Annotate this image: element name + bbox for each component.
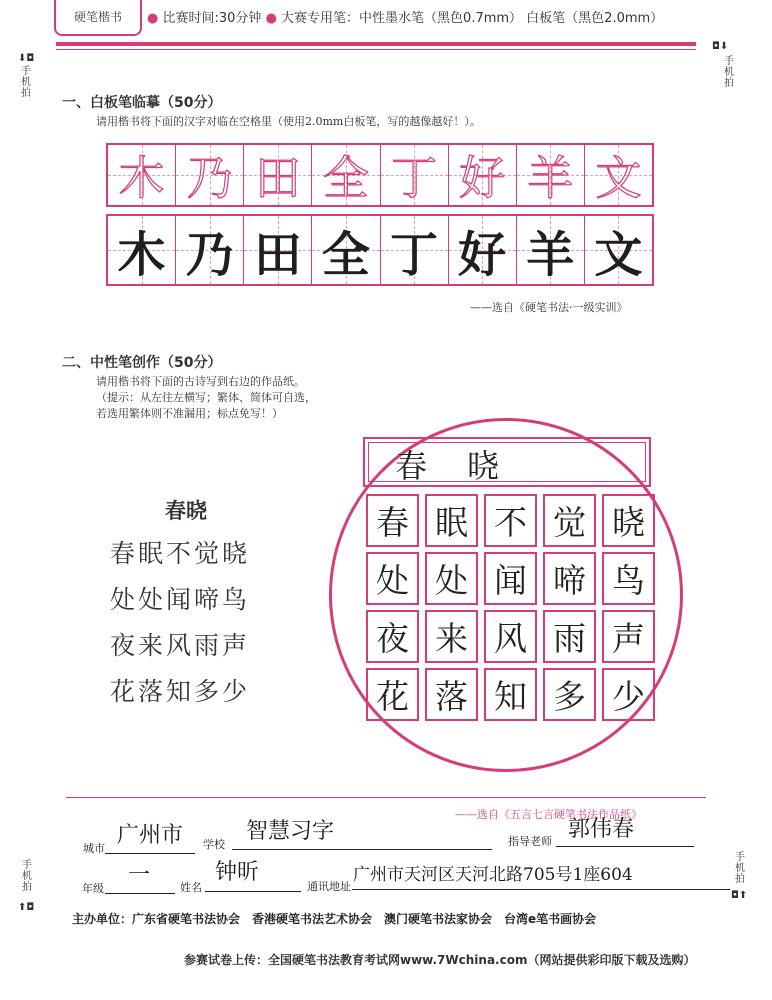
model-char-cell <box>312 145 380 205</box>
section2-source: ——选自《五言七言硬笔书法作品纸》 <box>455 808 642 821</box>
address-label: 通讯地址 <box>307 880 351 893</box>
upload-info: 参赛试卷上传：全国硬笔书法教育考试网www.7Wchina.com（网站提供彩印版下载及选购） <box>184 953 696 967</box>
written-char-cell <box>312 216 380 284</box>
work-grid <box>366 494 656 721</box>
model-char-cell <box>517 145 585 205</box>
written-char: 丁 <box>390 226 439 283</box>
written-char-cell <box>585 216 652 284</box>
model-char: 全 <box>322 151 369 205</box>
side-label-right-top: 手机拍 <box>724 56 734 89</box>
section1-source: ——选自《硬笔书法·一级实训》 <box>470 301 628 314</box>
written-char-cell <box>176 216 244 284</box>
grade-value[interactable]: 一 <box>128 863 151 888</box>
written-char-cell <box>244 216 312 284</box>
address-value[interactable]: 广州市天河区天河北路705号1座604 <box>353 865 633 885</box>
work-cell: 处 <box>366 552 419 605</box>
teacher-underline <box>556 846 694 847</box>
model-char-row <box>106 143 654 207</box>
written-char: 羊 <box>526 226 575 283</box>
exam-time: 比赛时间:30分钟 <box>162 11 262 26</box>
model-char: 好 <box>459 151 506 205</box>
teacher-label: 指导老师 <box>508 835 552 848</box>
teacher-value[interactable]: 郭伟春 <box>568 817 635 842</box>
written-char: 田 <box>253 226 302 283</box>
written-char-cell <box>517 216 585 284</box>
organizers-line: 主办单位：广东省硬笔书法协会 香港硬笔书法艺术协会 澳门硬笔书法家协会 台湾e笔书画协会 <box>72 912 597 926</box>
bullet-icon: ● <box>265 11 277 26</box>
exam-info-line <box>147 7 663 26</box>
model-char: 田 <box>254 151 301 205</box>
header-divider-thin <box>56 49 696 50</box>
written-char: 木 <box>117 226 166 283</box>
poem-line: 花落知多少 <box>110 677 251 706</box>
work-cell: 风 <box>484 610 537 663</box>
work-cell: 眠 <box>425 494 478 547</box>
camera-icon: ◘⬇ <box>712 41 729 52</box>
work-cell: 声 <box>602 610 655 663</box>
model-char-cell <box>244 145 312 205</box>
written-char-row <box>106 214 654 286</box>
work-cell: 不 <box>484 494 537 547</box>
work-cell: 啼 <box>543 552 596 605</box>
poem-title: 春晓 <box>165 499 207 523</box>
section2-instruction-1: 请用楷书将下面的古诗写到右边的作品纸。 <box>96 375 305 388</box>
school-label: 学校 <box>203 838 225 851</box>
model-char: 乃 <box>186 151 233 205</box>
written-char: 全 <box>321 226 370 283</box>
written-char: 乃 <box>185 226 234 283</box>
school-underline <box>232 849 492 850</box>
poem-line: 处处闻啼鸟 <box>110 585 251 614</box>
model-char-cell <box>176 145 244 205</box>
grade-underline <box>105 893 175 894</box>
model-char-cell <box>108 145 176 205</box>
section2-instruction-2: （提示：从左往左横写；繁体、简体可自选， <box>96 391 316 404</box>
work-cell: 落 <box>425 668 478 721</box>
city-label: 城市 <box>83 842 105 855</box>
pen-requirements: 大赛专用笔：中性墨水笔（黑色0.7mm） 白板笔（黑色2.0mm） <box>281 11 664 26</box>
poem-line: 夜来风雨声 <box>110 631 251 660</box>
model-char-cell <box>585 145 652 205</box>
category-badge: 硬笔楷书 <box>54 0 142 36</box>
model-char: 羊 <box>527 151 574 205</box>
camera-icon: ◘⬆ <box>731 890 748 901</box>
written-char-cell <box>381 216 449 284</box>
work-title: 春晓 <box>395 447 540 485</box>
work-cell: 知 <box>484 668 537 721</box>
model-char-cell <box>381 145 449 205</box>
work-cell: 雨 <box>543 610 596 663</box>
name-value[interactable]: 钟昕 <box>215 860 260 885</box>
side-label-left-bottom: 手机拍 <box>22 860 32 893</box>
side-label-right-bottom: 手机拍 <box>735 852 745 885</box>
section1-heading: 一、白板笔临摹（50分） <box>62 95 222 111</box>
school-value[interactable]: 智慧习字 <box>246 819 335 844</box>
city-underline <box>105 853 195 854</box>
written-char: 好 <box>458 226 507 283</box>
work-cell: 花 <box>366 668 419 721</box>
work-cell: 鸟 <box>602 552 655 605</box>
work-cell: 春 <box>366 494 419 547</box>
address-underline <box>352 889 730 890</box>
work-cell: 晓 <box>602 494 655 547</box>
section1-instruction: 请用楷书将下面的汉字对临在空格里（使用2.0mm白板笔，写的越像越好！）。 <box>96 115 481 128</box>
bullet-icon: ● <box>147 11 159 26</box>
written-char-cell <box>108 216 176 284</box>
city-value[interactable]: 广州市 <box>117 823 184 848</box>
section2-instruction-3: 若选用繁体则不准漏用；标点免写！） <box>96 407 283 420</box>
model-char: 木 <box>118 151 165 205</box>
written-char: 文 <box>594 226 643 283</box>
work-cell: 多 <box>543 668 596 721</box>
grade-label: 年级 <box>82 882 104 895</box>
side-label-left-top: 手机拍 <box>21 66 31 99</box>
written-char-cell <box>449 216 517 284</box>
work-cell: 处 <box>425 552 478 605</box>
work-cell: 夜 <box>366 610 419 663</box>
model-char: 文 <box>595 151 642 205</box>
name-label: 姓名 <box>180 881 202 894</box>
work-cell: 来 <box>425 610 478 663</box>
work-cell: 觉 <box>543 494 596 547</box>
model-char-cell <box>449 145 517 205</box>
poem-line: 春眠不觉晓 <box>110 539 251 568</box>
name-underline <box>205 891 301 892</box>
section2-heading: 二、中性笔创作（50分） <box>62 355 222 371</box>
camera-icon: ⬆◘ <box>18 902 35 913</box>
work-cell: 闻 <box>484 552 537 605</box>
model-char: 丁 <box>391 151 438 205</box>
form-divider <box>66 797 706 798</box>
camera-icon: ⬇◘ <box>18 53 35 64</box>
work-cell: 少 <box>602 668 655 721</box>
header-divider <box>56 42 696 46</box>
